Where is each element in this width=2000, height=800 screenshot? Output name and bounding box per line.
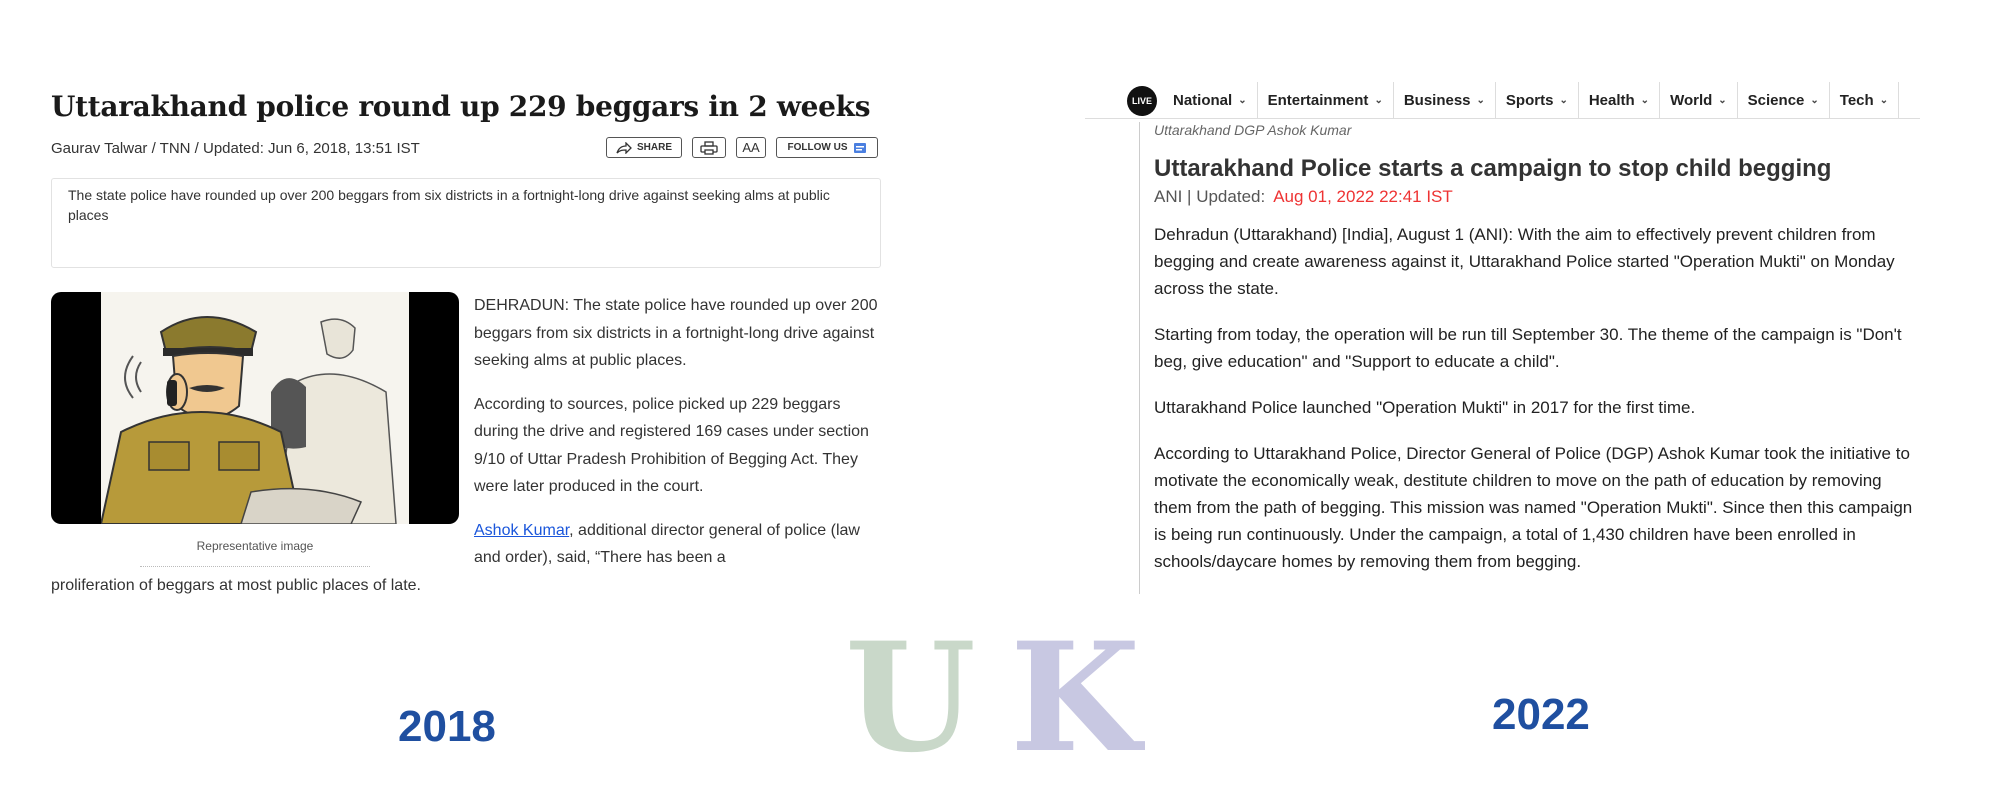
print-button[interactable] xyxy=(692,137,726,158)
paragraph-2: Starting from today, the operation will be run till September 30. The theme of the campaign is "Don't beg, give education" and "Support to educate a child". xyxy=(1154,325,1902,371)
nav-item-tech[interactable] xyxy=(1830,82,1899,118)
image-credit: Uttarakhand DGP Ashok Kumar xyxy=(1154,122,1352,138)
year-label-2022: 2022 xyxy=(1492,690,1590,739)
article-summary: The state police have rounded up over 200 beggars from six districts in a fortnight-long drive against seeking alms at public places xyxy=(51,178,881,268)
ashok-kumar-link[interactable]: Ashok Kumar xyxy=(474,521,570,539)
follow-us-button[interactable] xyxy=(776,137,878,158)
nav-items xyxy=(1163,82,1899,118)
uk-watermark xyxy=(845,630,1185,760)
byline: Gaurav Talwar / TNN / Updated: Jun 6, 2018, 13:51 IST xyxy=(51,140,420,157)
nav-label: Health xyxy=(1588,91,1635,109)
article-2018 xyxy=(51,88,881,599)
article-2022 xyxy=(1085,82,1920,571)
figure xyxy=(51,292,459,567)
article-tools xyxy=(606,137,878,158)
paragraph-3-tail: proliferation of beggars at most public places of late. xyxy=(51,576,421,594)
chevron-down-icon: ⌄ xyxy=(1640,94,1650,106)
nav-label: Business xyxy=(1403,91,1471,109)
nav-label: National xyxy=(1173,91,1233,109)
article-meta xyxy=(1154,187,1914,207)
nav-item-world[interactable] xyxy=(1660,82,1738,118)
meta-source: ANI | Updated: xyxy=(1154,187,1266,206)
nav-label: World xyxy=(1670,91,1713,109)
nav-item-science[interactable] xyxy=(1738,82,1830,118)
font-size-button[interactable]: AA xyxy=(736,137,766,158)
chevron-down-icon: ⌄ xyxy=(1374,94,1383,106)
paragraph-1: Dehradun (Uttarakhand) [India], August 1 (ANI): With the aim to effectively prevent children from begging and create awareness against it, Uttarakhand Police started "Operation Mukti" on Monday across the state. xyxy=(1154,225,1895,298)
share-label: SHARE xyxy=(636,142,672,153)
site-logo[interactable]: LIVE xyxy=(1127,86,1157,116)
meta-row xyxy=(51,132,881,168)
watermark-k: K xyxy=(1010,630,1141,760)
watermark-u: U xyxy=(845,630,976,760)
chevron-down-icon: ⌄ xyxy=(1559,94,1568,106)
article-body xyxy=(51,292,881,599)
article-title: Uttarakhand Police starts a campaign to stop child begging xyxy=(1154,155,1832,182)
share-button[interactable] xyxy=(606,137,682,158)
paragraph-3: Uttarakhand Police launched "Operation Mukti" in 2017 for the first time. xyxy=(1154,398,1696,417)
follow-label: FOLLOW US xyxy=(787,142,848,153)
article-text xyxy=(474,292,884,572)
category-nav xyxy=(1085,82,1920,119)
google-news-icon xyxy=(853,142,867,154)
nav-label: Tech xyxy=(1839,91,1874,109)
image-caption: Representative image xyxy=(196,539,314,553)
article-title: Uttarakhand police round up 229 beggars in 2 weeks xyxy=(51,90,871,123)
paragraph-2: According to sources, police picked up 229 beggars during the drive and registered 169 cases under section 9/10 of Uttar Pradesh Prohibition of Begging Act. They were later produced in the court. xyxy=(474,395,869,495)
paragraph-3-text: , additional director general of police (law and order), said, “There has been a xyxy=(474,521,860,566)
nav-item-entertainment[interactable] xyxy=(1258,82,1394,118)
meta-date: Aug 01, 2022 22:41 IST xyxy=(1273,187,1453,206)
policeman-illustration xyxy=(51,292,459,524)
printer-icon xyxy=(700,141,718,155)
paragraph-4: According to Uttarakhand Police, Director General of Police (DGP) Ashok Kumar took the initiative to motivate the economically weak, destitute children to move on the path of education by removing them from the path of begging. This mission was named "Operation Mukti". Since then this campaign is being run continuously. Under the campaign, a total of 1,430 children have been enrolled in schools/daycare homes by removing them from begging. xyxy=(1154,444,1913,571)
nav-item-sports[interactable] xyxy=(1496,82,1579,118)
share-icon xyxy=(616,142,632,154)
nav-label: Science xyxy=(1747,91,1805,109)
caption-divider xyxy=(140,566,370,567)
nav-item-health[interactable] xyxy=(1579,82,1660,118)
chevron-down-icon: ⌄ xyxy=(1476,94,1485,106)
chevron-down-icon: ⌄ xyxy=(1718,94,1727,106)
nav-label: Sports xyxy=(1505,91,1554,109)
nav-item-national[interactable] xyxy=(1163,82,1258,118)
chevron-down-icon: ⌄ xyxy=(1810,94,1819,106)
nav-item-business[interactable] xyxy=(1394,82,1496,118)
chevron-down-icon: ⌄ xyxy=(1879,94,1889,106)
year-label-2018: 2018 xyxy=(398,702,496,751)
paragraph-1: DEHRADUN: The state police have rounded up over 200 beggars from six districts in a fortnight-long drive against seeking alms at public places. xyxy=(474,297,878,369)
article-content xyxy=(1139,122,1914,594)
paragraph-3 xyxy=(474,517,884,572)
nav-label: Entertainment xyxy=(1267,91,1369,109)
chevron-down-icon: ⌄ xyxy=(1238,94,1247,106)
